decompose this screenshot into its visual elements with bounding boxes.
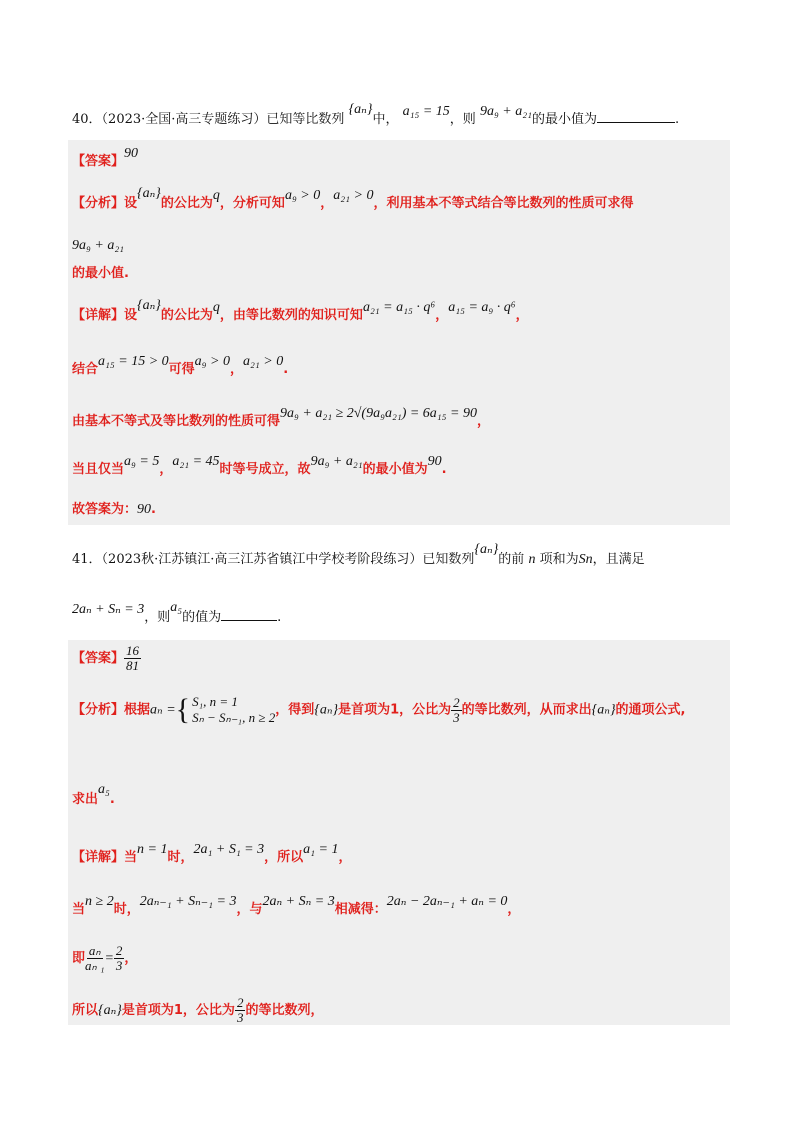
text: 故答案为：	[72, 502, 138, 517]
detail-line-5	[72, 498, 156, 518]
answer-blank	[597, 122, 675, 123]
question-text: ，则	[449, 112, 476, 127]
question-number: 41．	[72, 552, 102, 567]
math-n: n	[528, 552, 536, 567]
math-sequence: {aₙ}	[137, 186, 161, 201]
analysis-label: 【分析】	[72, 196, 125, 211]
analysis-label: 【分析】	[72, 702, 125, 718]
fraction-denominator: 3	[236, 1010, 244, 1025]
analysis-line-1	[72, 694, 686, 726]
question-end: .	[675, 112, 680, 127]
fraction-numerator: 16	[126, 643, 140, 658]
text: 根据	[124, 702, 151, 718]
detail-line-1	[72, 298, 529, 324]
question-source: （2023·全国·高三专题练习）	[101, 112, 267, 127]
text: 当且仅当	[72, 462, 125, 477]
math-given: a₁₅ = 15	[402, 104, 450, 119]
math-q: q	[212, 300, 220, 315]
question-text: 的最小值为	[532, 112, 598, 127]
math-target: a₅	[98, 782, 110, 797]
text: 结合	[72, 362, 99, 377]
question-source: （2023秋·江苏镇江·高三江苏省镇江中学校考阶段练习）	[101, 552, 423, 567]
math-q: q	[212, 188, 220, 203]
math-equation: a₁ = 1	[303, 842, 339, 857]
math-sequence: {aₙ}	[474, 542, 499, 557]
answer-line	[72, 146, 139, 170]
math-condition: 2aₙ + Sₙ = 3	[72, 602, 145, 617]
math-sn: Sn	[578, 552, 593, 567]
question-number: 40．	[72, 112, 102, 127]
question-text: 中，	[372, 112, 399, 127]
math-inequality: n ≥ 2	[85, 894, 114, 909]
analysis-line-1	[72, 186, 634, 212]
math-sequence: {aₙ}	[591, 702, 616, 718]
text: ，得到	[275, 702, 315, 718]
fraction-denominator: 81	[126, 658, 140, 673]
text: 的等比数列，从而求出	[461, 702, 592, 718]
text: 的最小值.	[72, 266, 129, 281]
fraction-numerator: 2	[453, 694, 460, 710]
fraction-ratio	[85, 944, 104, 973]
text: ，	[124, 951, 138, 966]
math-sequence: {aₙ}	[98, 1003, 122, 1018]
text: 是首项为1，公比为	[121, 1003, 235, 1018]
text: 的公比为	[160, 196, 213, 211]
detail-label: 【详解】	[72, 850, 125, 865]
fraction	[451, 696, 462, 725]
detail-line-3	[72, 406, 491, 430]
case-row: S₁, n = 1	[192, 694, 238, 709]
math-lhs: aₙ =	[150, 702, 176, 718]
text: .	[441, 462, 447, 477]
piecewise-cases	[176, 694, 276, 726]
math-target: a₅	[170, 600, 183, 615]
question-text: 的前	[498, 552, 525, 567]
fraction-denominator: aₙ ₁	[85, 958, 105, 973]
analysis-line-2	[72, 782, 115, 808]
text: .	[151, 502, 156, 517]
text: ，	[515, 308, 529, 323]
text: 相减得：	[334, 902, 387, 917]
math-equation: 2aₙ + Sₙ = 3	[262, 894, 335, 909]
text: ，所以	[264, 850, 304, 865]
answer-label: 【答案】	[72, 651, 125, 666]
fraction	[235, 996, 246, 1025]
text: ，分析可知	[219, 196, 285, 211]
math-equation: n = 1	[137, 842, 168, 857]
math-inequality: a₉ > 0	[194, 354, 230, 369]
case-row: Sₙ − Sₙ₋₁, n ≥ 2	[192, 710, 276, 725]
math-sequence: {aₙ}	[137, 298, 161, 313]
text: ，与	[236, 902, 263, 917]
question-40	[72, 102, 680, 128]
text: 是首项为1，公比为	[338, 702, 452, 718]
fraction	[114, 944, 125, 973]
detail-label: 【详解】	[72, 308, 125, 323]
detail-line-1	[72, 842, 352, 866]
text: 可得	[168, 362, 195, 377]
text: 当	[124, 850, 138, 865]
fraction-numerator: 2	[115, 943, 123, 958]
question-text: 的值为	[182, 610, 222, 625]
math-equation: a₁₅ = 15 > 0	[98, 354, 169, 369]
fraction-numerator: aₙ	[88, 943, 101, 958]
math-sequence: {aₙ}	[314, 702, 339, 718]
math-inequality: 9a₉ + a₂₁ ≥ 2√(9a₉a₂₁) = 6a₁₅ = 90	[280, 406, 477, 421]
text: ，	[477, 414, 491, 429]
question-text: 已知等比数列	[266, 112, 345, 127]
question-text: ，且满足	[592, 552, 645, 567]
math-inequality: a₉ > 0	[284, 188, 321, 203]
text: 的最小值为	[362, 462, 428, 477]
text: ，	[507, 902, 521, 917]
math-equation: a₁₅ = a₉ · q⁶	[448, 300, 516, 315]
answer-blank	[221, 620, 277, 621]
text: ，利用基本不等式结合等比数列的性质可求得	[373, 196, 634, 211]
math-sequence: {aₙ}	[348, 102, 373, 117]
question-end: .	[277, 610, 282, 625]
fraction-numerator: 2	[236, 995, 244, 1010]
text: 即	[72, 951, 86, 966]
text: ，	[320, 196, 334, 211]
question-41	[72, 542, 645, 568]
text: 时，	[113, 902, 140, 917]
math-value: 90	[137, 502, 152, 517]
answer-label: 【答案】	[72, 154, 125, 169]
detail-line-2	[72, 894, 521, 918]
answer-value: 90	[124, 146, 139, 161]
text: 的等比数列，	[245, 1003, 324, 1018]
text: 设	[124, 308, 138, 323]
math-expression: 9a₉ + a₂₁	[72, 238, 125, 253]
detail-line-2	[72, 354, 289, 378]
question-text: 已知数列	[422, 552, 475, 567]
text: 时，	[167, 850, 194, 865]
text: ，	[338, 850, 352, 865]
text: 当	[72, 902, 86, 917]
analysis-line-2	[72, 238, 129, 281]
detail-line-3	[72, 944, 137, 973]
text: 由基本不等式及等比数列的性质可得	[72, 414, 281, 429]
detail-line-4	[72, 454, 447, 478]
math-inequality: a₂₁ > 0	[243, 354, 284, 369]
question-41-line-2	[72, 600, 282, 626]
question-text: 项和为	[539, 552, 579, 567]
text: 的通项公式,	[615, 702, 686, 718]
math-expression: 9a₉ + a₂₁	[479, 104, 532, 119]
math-expression: 9a₉ + a₂₁	[310, 454, 363, 469]
math-equals: =	[104, 951, 114, 966]
text: 的公比为	[160, 308, 213, 323]
math-equation: 2a₁ + S₁ = 3	[193, 842, 265, 857]
answer-line	[72, 644, 141, 673]
detail-line-4	[72, 996, 323, 1025]
math-inequality: a₂₁ > 0	[333, 188, 374, 203]
fraction-denominator: 3	[115, 958, 123, 973]
text: .	[109, 792, 115, 807]
brace: {	[175, 693, 191, 726]
fraction-denominator: 3	[453, 709, 460, 725]
text: 时等号成立，故	[219, 462, 311, 477]
answer-fraction	[124, 644, 141, 673]
text: ，	[435, 308, 449, 323]
text: .	[283, 362, 289, 377]
text: 求出	[72, 792, 99, 807]
question-text: ，则	[144, 610, 171, 625]
math-equation: a₉ = 5	[124, 454, 160, 469]
text: ，	[230, 362, 244, 377]
text: ，由等比数列的知识可知	[219, 308, 363, 323]
text: 设	[124, 196, 138, 211]
math-equation: 2aₙ − 2aₙ₋₁ + aₙ = 0	[386, 894, 508, 909]
text: ，	[159, 462, 173, 477]
math-value: 90	[427, 454, 442, 469]
math-equation: a₂₁ = 45	[172, 454, 220, 469]
math-equation: a₂₁ = a₁₅ · q⁶	[362, 300, 436, 315]
math-equation: 2aₙ₋₁ + Sₙ₋₁ = 3	[139, 894, 237, 909]
text: 所以	[72, 1003, 99, 1018]
